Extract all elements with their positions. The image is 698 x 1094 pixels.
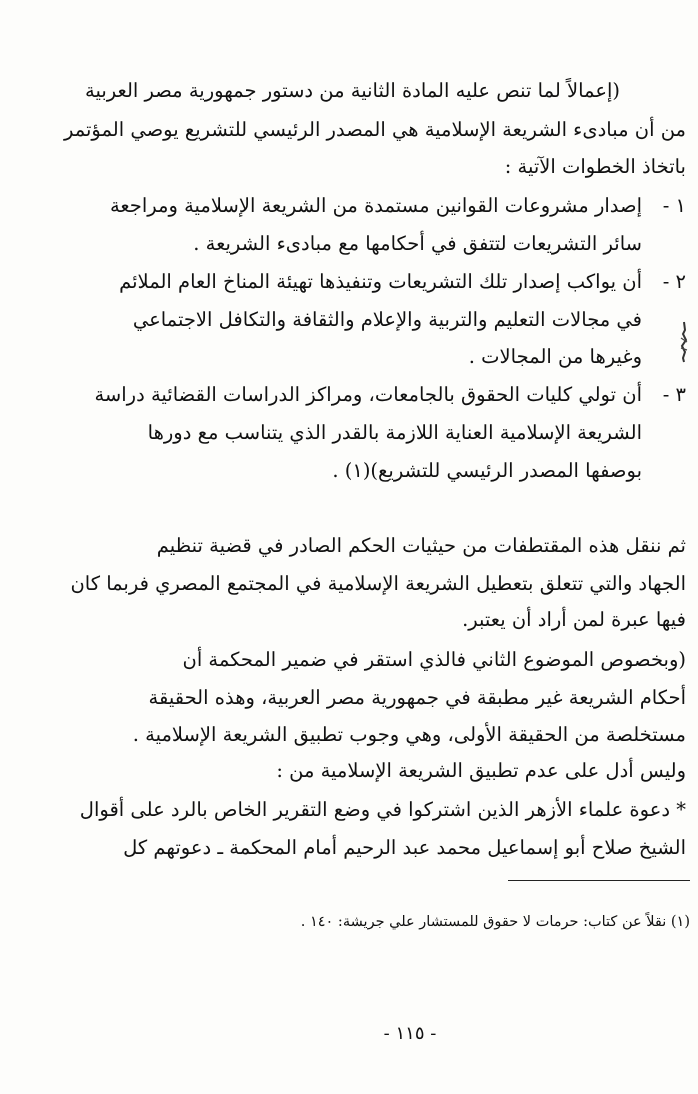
list-item-2-line-1: أن يواكب إصدار تلك التشريعات وتنفيذها تهيئة المناخ العام الملائم [119, 270, 642, 293]
list-item-3-number: ٣ - [662, 383, 686, 406]
paragraph-2-line-2: الجهاد والتي تتعلق بتعطيل الشريعة الإسلامية في المجتمع المصري فربما كان [70, 572, 686, 595]
footnote: (١) نقلاً عن كتاب: حرمات لا حقوق للمستشار علي جريشة: ١٤٠ . [300, 914, 690, 930]
list-item-3-line-1: أن تولي كليات الحقوق بالجامعات، ومراكز الدراسات القضائية دراسة [94, 383, 642, 406]
list-item-2-number: ٢ - [662, 270, 686, 293]
paragraph-2-line-3: فيها عبرة لمن أراد أن يعتبر. [462, 608, 686, 631]
list-item-1-line-2: سائر التشريعات لتتفق في أحكامها مع مبادىء الشريعة . [193, 232, 642, 255]
paragraph-4-line-2: الشيخ صلاح أبو إسماعيل محمد عبد الرحيم أمام المحكمة ـ دعوتهم كل [123, 836, 686, 859]
paragraph-3-line-1: (وبخصوص الموضوع الثاني فالذي استقر في ضمير المحكمة أن [182, 648, 686, 671]
list-item-1-number: ١ - [662, 194, 686, 217]
paragraph-1-line-2: من أن مبادىء الشريعة الإسلامية هي المصدر الرئيسي للتشريع يوصي المؤتمر [63, 118, 686, 141]
list-item-2-line-3: وغيرها من المجالات . [468, 345, 642, 368]
list-item-1-line-1: إصدار مشروعات القوانين مستمدة من الشريعة الإسلامية ومراجعة [109, 194, 642, 217]
scan-mark-icon [679, 320, 689, 364]
paragraph-3-line-3: مستخلصة من الحقيقة الأولى، وهي وجوب تطبيق الشريعة الإسلامية . [132, 723, 686, 746]
paragraph-4-line-1: * دعوة علماء الأزهر الذين اشتركوا في وضع التقرير الخاص بالرد على أقوال [79, 798, 686, 821]
page-number: - ١١٥ - [383, 1023, 437, 1044]
list-item-2-line-2: في مجالات التعليم والتربية والإعلام والثقافة والتكافل الاجتماعي [132, 308, 642, 331]
footnote-separator [508, 880, 690, 881]
paragraph-1-line-3: باتخاذ الخطوات الآتية : [504, 155, 686, 178]
list-item-3-line-2: الشريعة الإسلامية العناية اللازمة بالقدر الذي يتناسب مع دورها [147, 421, 642, 444]
paragraph-1-line-1: (إعمالاً لما تنص عليه المادة الثانية من دستور جمهورية مصر العربية [85, 79, 620, 102]
list-item-3-line-3: بوصفها المصدر الرئيسي للتشريع)(١) . [332, 459, 642, 482]
paragraph-3-line-2: أحكام الشريعة غير مطبقة في جمهورية مصر العربية، وهذه الحقيقة [148, 686, 686, 709]
paragraph-2-line-1: ثم ننقل هذه المقتطفات من حيثيات الحكم الصادر في قضية تنظيم [156, 534, 686, 557]
paragraph-3-line-4: وليس أدل على عدم تطبيق الشريعة الإسلامية من : [276, 759, 686, 782]
